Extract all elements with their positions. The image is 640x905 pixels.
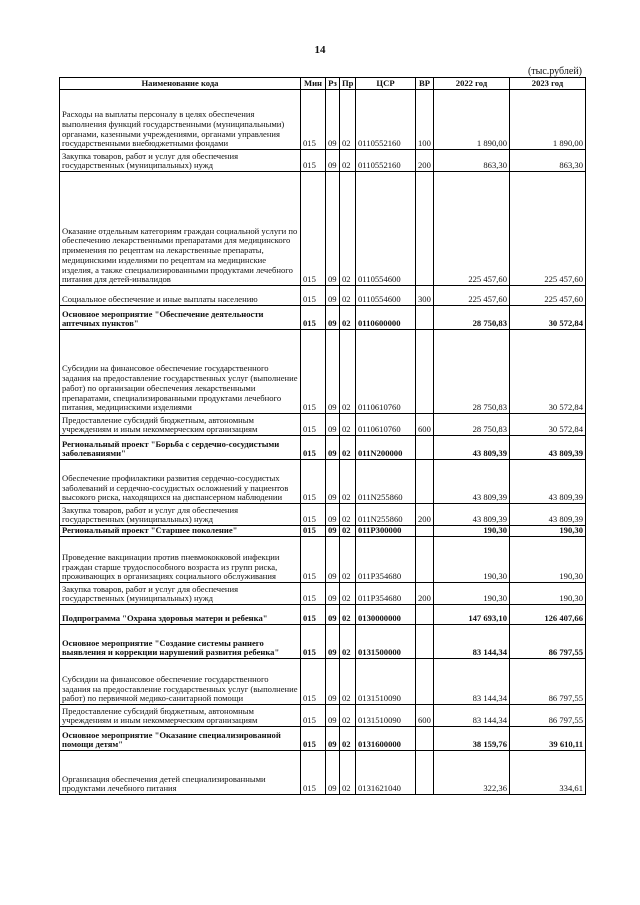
row-value-2022: 1 890,00: [434, 90, 510, 150]
header-csr: ЦСР: [356, 78, 416, 90]
row-name: Предоставление субсидий бюджетным, автономным учреждениям и иным некоммерческим организациям: [60, 414, 301, 436]
row-value-2022: 43 809,39: [434, 436, 510, 460]
header-min: Мин: [301, 78, 326, 90]
row-name: Социальное обеспечение и иные выплаты населению: [60, 286, 301, 306]
row-name: Региональный проект "Борьба с сердечно-сосудистыми заболеваниями": [60, 436, 301, 460]
table-row: [60, 504, 586, 526]
page-number: 14: [314, 44, 326, 56]
header-rz: Рз: [326, 78, 340, 90]
row-value-2022: 83 144,34: [434, 625, 510, 659]
row-name: Региональный проект "Старшее поколение": [60, 526, 301, 537]
row-csr: 0110610760: [356, 330, 416, 414]
row-vr: [416, 306, 434, 330]
row-value-2023: 225 457,60: [510, 172, 586, 286]
row-rz: 09: [326, 751, 340, 795]
table-row: [60, 751, 586, 795]
row-min: 015: [301, 414, 326, 436]
row-pr: 02: [340, 90, 356, 150]
row-value-2022: 43 809,39: [434, 504, 510, 526]
row-pr: 02: [340, 537, 356, 583]
row-pr: 02: [340, 150, 356, 172]
row-min: 015: [301, 306, 326, 330]
row-min: 015: [301, 330, 326, 414]
row-value-2023: 86 797,55: [510, 705, 586, 727]
row-csr: 0110610760: [356, 414, 416, 436]
row-value-2023: 190,30: [510, 526, 586, 537]
row-min: 015: [301, 605, 326, 625]
row-csr: 011P354680: [356, 583, 416, 605]
row-vr: 200: [416, 150, 434, 172]
row-value-2023: 43 809,39: [510, 460, 586, 504]
row-vr: [416, 659, 434, 705]
row-csr: 0131510090: [356, 659, 416, 705]
header-2022: 2022 год: [434, 78, 510, 90]
table-row: [60, 583, 586, 605]
table-row: [60, 705, 586, 727]
row-vr: 300: [416, 286, 434, 306]
row-value-2023: 863,30: [510, 150, 586, 172]
row-vr: [416, 625, 434, 659]
table-row: [60, 286, 586, 306]
row-value-2022: 190,30: [434, 526, 510, 537]
row-value-2023: 86 797,55: [510, 659, 586, 705]
row-value-2022: 83 144,34: [434, 659, 510, 705]
table-row: [60, 605, 586, 625]
row-min: 015: [301, 705, 326, 727]
row-value-2022: 38 159,76: [434, 727, 510, 751]
row-vr: [416, 460, 434, 504]
row-value-2022: 28 750,83: [434, 330, 510, 414]
row-vr: 600: [416, 705, 434, 727]
row-vr: [416, 537, 434, 583]
row-min: 015: [301, 526, 326, 537]
row-pr: 02: [340, 172, 356, 286]
row-pr: 02: [340, 330, 356, 414]
row-csr: 0131510090: [356, 705, 416, 727]
table-row: [60, 727, 586, 751]
header-vr: ВР: [416, 78, 434, 90]
row-pr: 02: [340, 286, 356, 306]
row-pr: 02: [340, 436, 356, 460]
row-min: 015: [301, 286, 326, 306]
row-rz: 09: [326, 286, 340, 306]
row-vr: 100: [416, 90, 434, 150]
table-row: [60, 436, 586, 460]
row-min: 015: [301, 751, 326, 795]
row-value-2022: 190,30: [434, 537, 510, 583]
row-csr: 0110554600: [356, 172, 416, 286]
table-row: [60, 306, 586, 330]
row-value-2023: 39 610,11: [510, 727, 586, 751]
table-row: [60, 659, 586, 705]
table-row: [60, 537, 586, 583]
row-name: Субсидии на финансовое обеспечение государственного задания на предоставление государственных услуг (выполнение работ) по организации обеспечения лекарственными препаратами, специализированными продуктами лечебного питания, медицинскими изделиями: [60, 330, 301, 414]
table-row: [60, 460, 586, 504]
row-pr: 02: [340, 460, 356, 504]
row-pr: 02: [340, 504, 356, 526]
header-pr: Пр: [340, 78, 356, 90]
row-csr: 0130000000: [356, 605, 416, 625]
row-value-2023: 190,30: [510, 583, 586, 605]
row-value-2023: 30 572,84: [510, 414, 586, 436]
row-rz: 09: [326, 526, 340, 537]
row-name: Основное мероприятие "Оказание специализированной помощи детям": [60, 727, 301, 751]
row-pr: 02: [340, 625, 356, 659]
row-csr: 011N255860: [356, 460, 416, 504]
row-value-2022: 225 457,60: [434, 172, 510, 286]
row-pr: 02: [340, 306, 356, 330]
row-pr: 02: [340, 526, 356, 537]
table-row: [60, 526, 586, 537]
row-name: Основное мероприятие "Обеспечение деятельности аптечных пунктов": [60, 306, 301, 330]
row-rz: 09: [326, 414, 340, 436]
row-rz: 09: [326, 306, 340, 330]
row-value-2022: 28 750,83: [434, 414, 510, 436]
row-min: 015: [301, 90, 326, 150]
row-min: 015: [301, 727, 326, 751]
row-name: Проведение вакцинации против пневмококковой инфекции граждан старше трудоспособного возраста из групп риска, проживающих в организациях социального обслуживания: [60, 537, 301, 583]
row-value-2022: 28 750,83: [434, 306, 510, 330]
row-vr: [416, 436, 434, 460]
row-vr: [416, 526, 434, 537]
row-vr: 200: [416, 583, 434, 605]
row-value-2023: 334,61: [510, 751, 586, 795]
row-rz: 09: [326, 330, 340, 414]
row-name: Закупка товаров, работ и услуг для обеспечения государственных (муниципальных) нужд: [60, 150, 301, 172]
row-csr: 0110552160: [356, 90, 416, 150]
row-csr: 011N200000: [356, 436, 416, 460]
row-min: 015: [301, 659, 326, 705]
row-rz: 09: [326, 150, 340, 172]
row-rz: 09: [326, 625, 340, 659]
header-name: Наименование кода: [60, 78, 301, 90]
row-pr: 02: [340, 659, 356, 705]
row-pr: 02: [340, 414, 356, 436]
row-value-2022: 863,30: [434, 150, 510, 172]
row-pr: 02: [340, 605, 356, 625]
row-csr: 011P354680: [356, 537, 416, 583]
row-vr: [416, 727, 434, 751]
row-vr: [416, 172, 434, 286]
row-vr: [416, 330, 434, 414]
units-label: (тыс.рублей): [527, 66, 582, 77]
table-row: [60, 90, 586, 150]
row-csr: 0110600000: [356, 306, 416, 330]
row-pr: 02: [340, 751, 356, 795]
row-csr: 0131621040: [356, 751, 416, 795]
row-min: 015: [301, 436, 326, 460]
row-vr: 600: [416, 414, 434, 436]
row-value-2023: 30 572,84: [510, 330, 586, 414]
row-pr: 02: [340, 705, 356, 727]
row-csr: 0131600000: [356, 727, 416, 751]
row-csr: 0110554600: [356, 286, 416, 306]
row-min: 015: [301, 460, 326, 504]
row-value-2023: 1 890,00: [510, 90, 586, 150]
table-row: [60, 330, 586, 414]
row-rz: 09: [326, 605, 340, 625]
row-rz: 09: [326, 583, 340, 605]
row-rz: 09: [326, 705, 340, 727]
row-rz: 09: [326, 727, 340, 751]
row-vr: [416, 751, 434, 795]
row-name: Организация обеспечения детей специализированными продуктами лечебного питания: [60, 751, 301, 795]
row-name: Основное мероприятие "Создание системы раннего выявления и коррекции нарушений развития ребенка": [60, 625, 301, 659]
row-value-2022: 225 457,60: [434, 286, 510, 306]
row-value-2022: 147 693,10: [434, 605, 510, 625]
row-csr: 0131500000: [356, 625, 416, 659]
row-min: 015: [301, 172, 326, 286]
row-value-2023: 86 797,55: [510, 625, 586, 659]
row-rz: 09: [326, 460, 340, 504]
row-value-2023: 30 572,84: [510, 306, 586, 330]
table-row: [60, 150, 586, 172]
row-name: Закупка товаров, работ и услуг для обеспечения государственных (муниципальных) нужд: [60, 504, 301, 526]
table-row: [60, 625, 586, 659]
row-rz: 09: [326, 504, 340, 526]
row-name: Расходы на выплаты персоналу в целях обеспечения выполнения функций государственными (муниципальными) органами, казенными учреждениями, органами управления государственными внебюджетными фондами: [60, 90, 301, 150]
row-min: 015: [301, 625, 326, 659]
row-min: 015: [301, 150, 326, 172]
row-value-2022: 322,36: [434, 751, 510, 795]
row-csr: 011N255860: [356, 504, 416, 526]
row-csr: 011P300000: [356, 526, 416, 537]
header-2023: 2023 год: [510, 78, 586, 90]
row-pr: 02: [340, 727, 356, 751]
row-value-2023: 225 457,60: [510, 286, 586, 306]
table-header-row: [60, 78, 586, 90]
budget-table: [59, 77, 586, 795]
row-vr: 200: [416, 504, 434, 526]
row-name: Подпрограмма "Охрана здоровья матери и ребенка": [60, 605, 301, 625]
row-value-2022: 83 144,34: [434, 705, 510, 727]
row-rz: 09: [326, 90, 340, 150]
table-row: [60, 414, 586, 436]
row-rz: 09: [326, 436, 340, 460]
row-min: 015: [301, 504, 326, 526]
table-row: [60, 172, 586, 286]
row-min: 015: [301, 583, 326, 605]
row-name: Оказание отдельным категориям граждан социальной услуги по обеспечению лекарственными препаратами для медицинского применения по рецептам на лекарственные препараты, медицинскими изделиями по рецептам на медицинские изделия, а также специализированными продуктами лечебного питания для детей-инвалидов: [60, 172, 301, 286]
row-name: Предоставление субсидий бюджетным, автономным учреждениям и иным некоммерческим организациям: [60, 705, 301, 727]
row-csr: 0110552160: [356, 150, 416, 172]
row-value-2022: 43 809,39: [434, 460, 510, 504]
row-name: Закупка товаров, работ и услуг для обеспечения государственных (муниципальных) нужд: [60, 583, 301, 605]
row-rz: 09: [326, 172, 340, 286]
row-name: Обеспечение профилактики развития сердечно-сосудистых заболеваний и сердечно-сосудистых осложнений у пациентов высокого риска, находящихся на диспансерном наблюдении: [60, 460, 301, 504]
row-value-2023: 190,30: [510, 537, 586, 583]
row-value-2023: 43 809,39: [510, 436, 586, 460]
row-min: 015: [301, 537, 326, 583]
row-name: Субсидии на финансовое обеспечение государственного задания на предоставление государственных услуг (выполнение работ) по первичной медико-санитарной помощи: [60, 659, 301, 705]
row-vr: [416, 605, 434, 625]
row-rz: 09: [326, 659, 340, 705]
row-rz: 09: [326, 537, 340, 583]
row-pr: 02: [340, 583, 356, 605]
row-value-2023: 126 407,66: [510, 605, 586, 625]
row-value-2023: 43 809,39: [510, 504, 586, 526]
row-value-2022: 190,30: [434, 583, 510, 605]
